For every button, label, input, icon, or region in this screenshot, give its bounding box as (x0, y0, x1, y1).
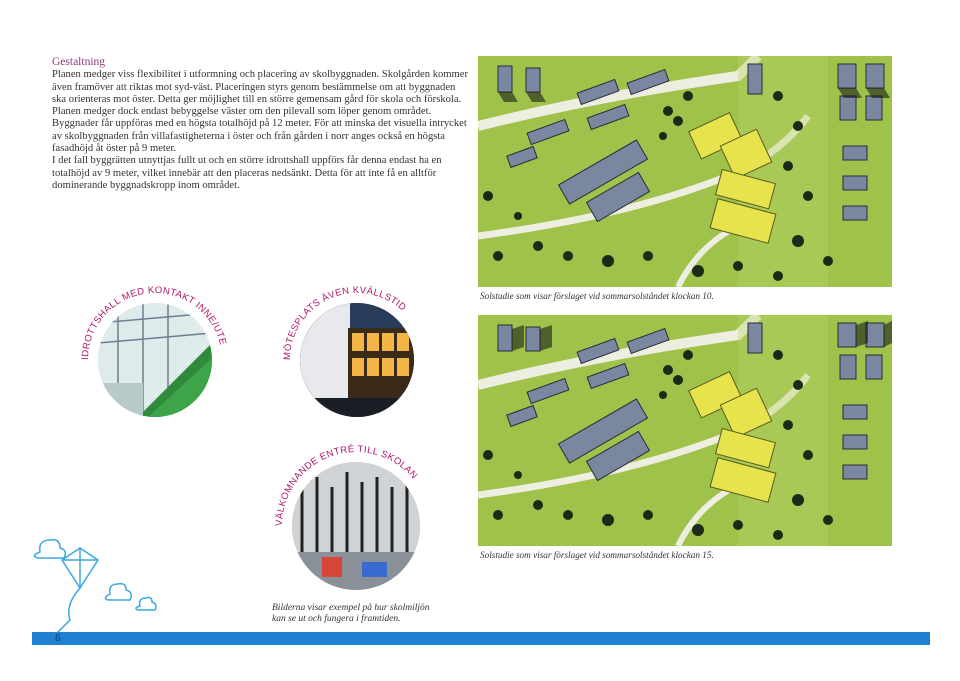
entrance-photo (292, 462, 420, 590)
kite-icon (20, 530, 170, 645)
note-line-1: Bilderna visar exempel på hur skolmiljön (272, 603, 430, 613)
circle3-label: VÄLKOMNANDE ENTRÉ TILL SKOLAN (273, 443, 420, 527)
footer-bar (32, 632, 930, 645)
map2-caption: Solstudie som visar förslaget vid sommarsolståndet klockan 15. (480, 550, 714, 560)
images-note (272, 603, 430, 625)
circle1-label: IDROTTSHALL MED KONTAKT INNE/UTE (79, 284, 229, 361)
paragraph-3: I det fall byggrätten utnyttjas fullt ut och en större idrottshall uppförs får denna endast ha en totalhöjd av 9 meter, vilket innebär att den placeras nedsänkt. Detta för att inte få en alltför dominerande byggnadskropp inom området. (52, 155, 442, 191)
paragraph-1: Planen medger viss flexibilitet i utformning och placering av skolbyggnaden. Skolgården kommer även framöver att riktas mot syd-väst. Placeringen styrs genom bestämmelse om att byggnaden ska orienteras mot öster. Detta ger möjlighet till en större gemensam gård för skola och förskola. Planen medger dock endast bebyggelse väster om den pilevall som löper genom området. (52, 69, 469, 118)
sports-hall-photo (98, 303, 212, 417)
evening-building-photo (300, 303, 414, 417)
note-line-2: kan se ut och fungera i framtiden. (272, 614, 401, 624)
paragraph-2: Byggnader får uppföras med en högsta totalhöjd på 12 meter. För att minska det visuella intrycket av skolbyggnaden från villafastigheterna i öster och från gården i norr anges också en högsta fasadhöjd åt öster på 9 meter. (52, 118, 467, 155)
map1-caption: Solstudie som visar förslaget vid sommarsolståndet klockan 10. (480, 291, 714, 301)
page-number: 6 (55, 633, 61, 644)
circle2-label: MÖTESPLATS ÄVEN KVÄLLSTID (281, 284, 409, 361)
section-heading: Gestaltning (52, 56, 106, 68)
